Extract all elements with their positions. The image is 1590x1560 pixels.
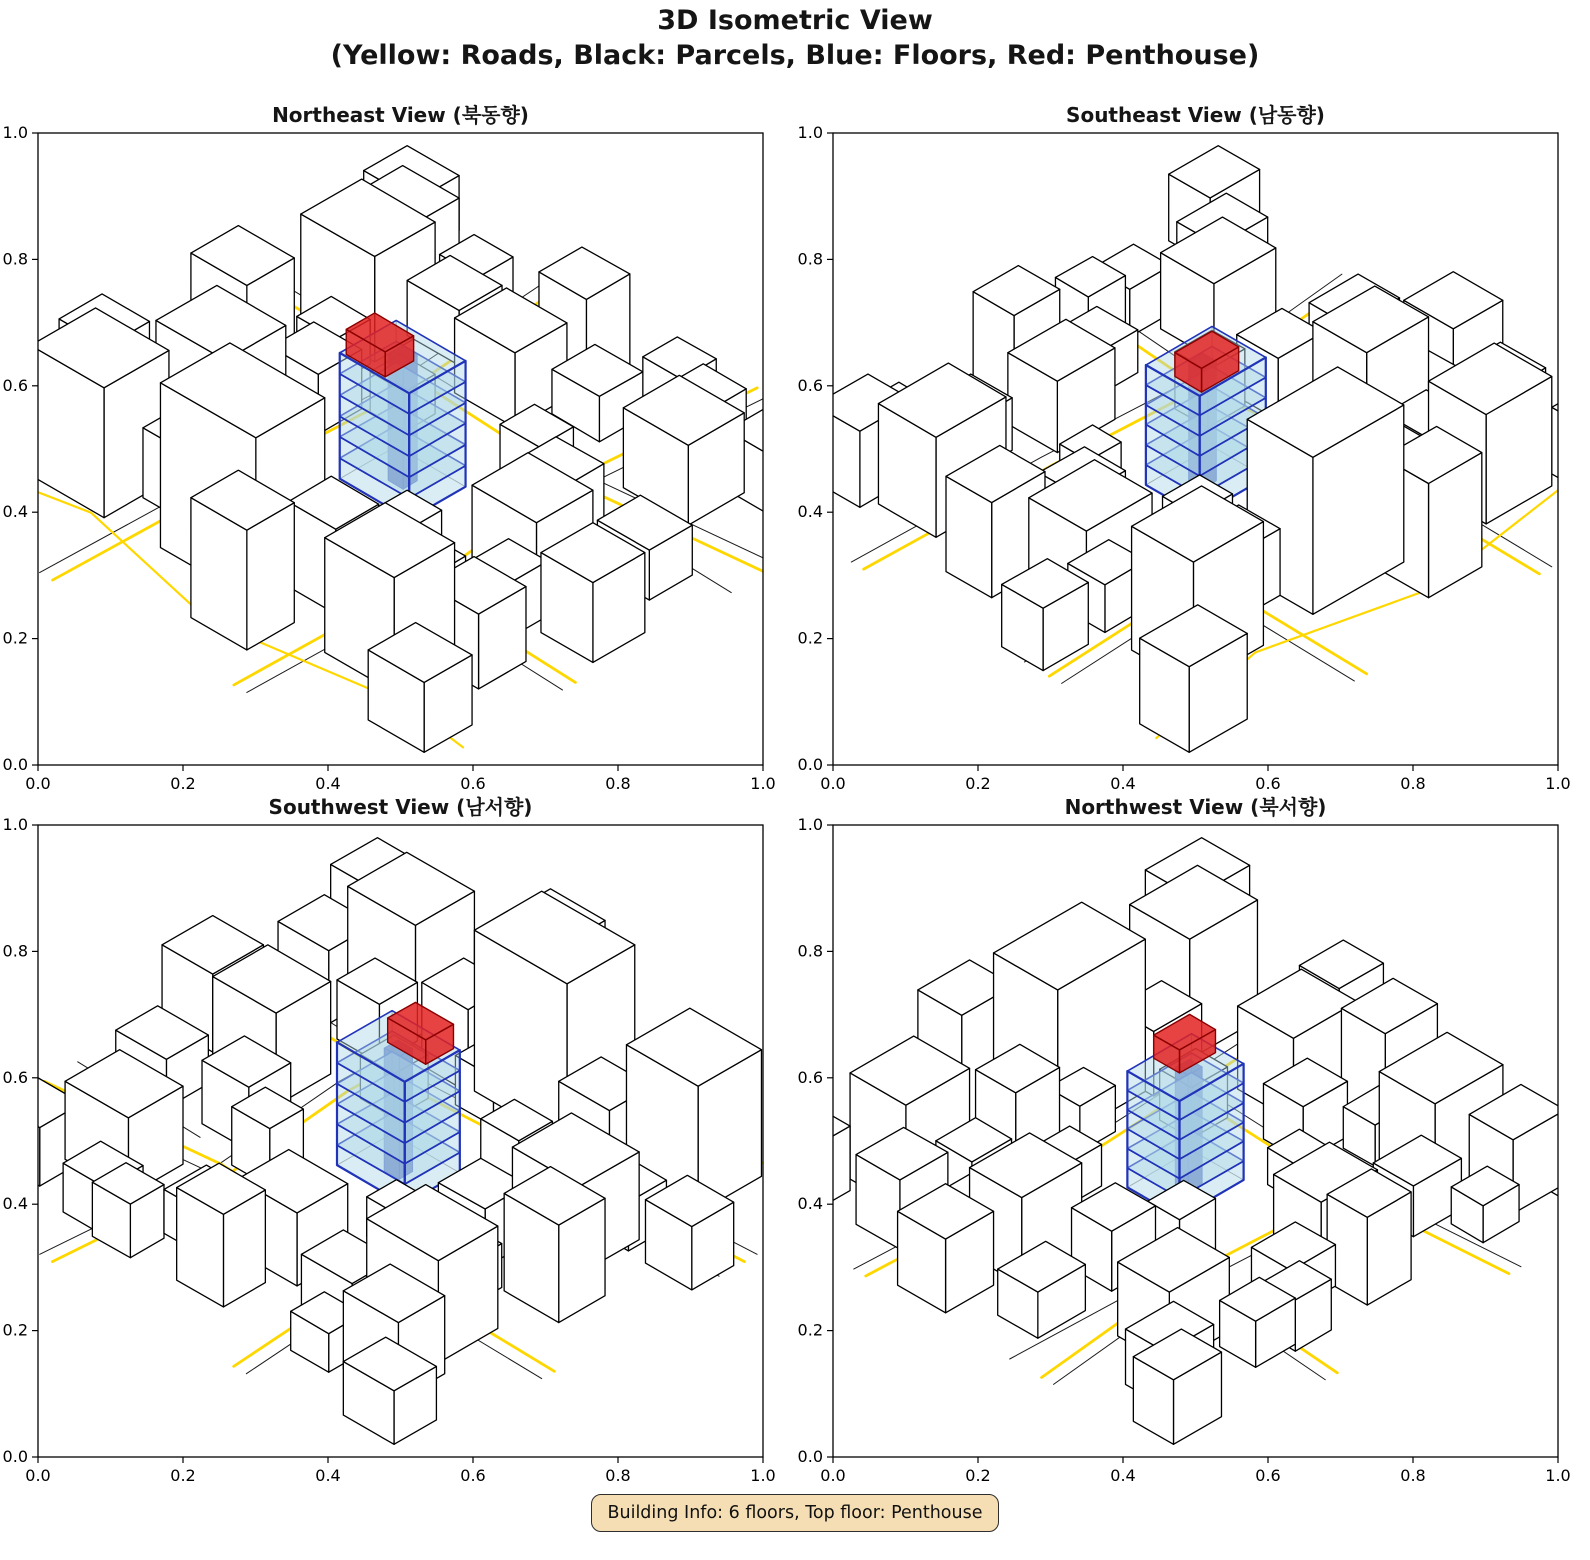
x-tick-label: 0.8 xyxy=(1400,1466,1426,1484)
x-tick-label: 1.0 xyxy=(750,774,776,792)
y-tick-label: 0.2 xyxy=(797,628,823,648)
x-tick-label: 0.2 xyxy=(170,774,196,792)
y-tick-label: 1.0 xyxy=(797,123,823,142)
parcel-building xyxy=(541,523,645,663)
y-tick-label: 0.8 xyxy=(2,941,28,961)
x-tick-label: 0.6 xyxy=(460,1466,486,1484)
y-tick-label: 0.0 xyxy=(2,1447,28,1466)
figure-title-line2: (Yellow: Roads, Black: Parcels, Blue: Floors, Red: Penthouse) xyxy=(330,39,1260,71)
y-tick-label: 1.0 xyxy=(2,123,28,142)
y-tick-label: 0.8 xyxy=(797,941,823,961)
subplot-northeast-view xyxy=(0,100,795,792)
x-tick-label: 0.6 xyxy=(460,774,486,792)
x-tick-label: 0.0 xyxy=(25,774,51,792)
y-tick-label: 0.4 xyxy=(2,1194,28,1214)
y-tick-label: 0.4 xyxy=(2,502,28,522)
y-tick-label: 0.2 xyxy=(2,628,28,648)
subplot-grid xyxy=(0,100,1590,1484)
target-building xyxy=(337,1002,460,1204)
subplot-title: Northeast View (북동향) xyxy=(272,103,529,127)
parcel-building xyxy=(1327,1169,1411,1305)
y-tick-label: 0.4 xyxy=(797,1194,823,1214)
x-tick-label: 0.8 xyxy=(605,774,631,792)
parcel-building xyxy=(0,1069,14,1191)
subplot-southeast-view xyxy=(795,100,1590,792)
building-info-badge: Building Info: 6 floors, Top floor: Penthouse xyxy=(591,1494,998,1532)
y-tick-label: 0.8 xyxy=(797,249,823,269)
x-tick-label: 1.0 xyxy=(750,1466,776,1484)
x-tick-label: 1.0 xyxy=(1545,774,1571,792)
x-tick-label: 0.4 xyxy=(1110,1466,1136,1484)
parcel-building xyxy=(504,1167,605,1323)
subplot-northwest-view xyxy=(795,792,1590,1484)
x-tick-label: 0.8 xyxy=(1400,774,1426,792)
x-tick-label: 0.8 xyxy=(605,1466,631,1484)
y-tick-label: 0.0 xyxy=(797,1447,823,1466)
subplot-southwest-view xyxy=(0,792,795,1484)
subplot-title: Northwest View (북서향) xyxy=(1064,795,1327,819)
x-tick-label: 0.4 xyxy=(315,1466,341,1484)
parcel-building xyxy=(898,1184,994,1313)
y-tick-label: 1.0 xyxy=(797,815,823,834)
x-tick-label: 0.2 xyxy=(170,1466,196,1484)
parcel-building xyxy=(770,1057,795,1208)
x-tick-label: 0.4 xyxy=(1110,774,1136,792)
y-tick-label: 0.6 xyxy=(2,1067,28,1087)
y-tick-label: 0.0 xyxy=(2,755,28,774)
x-tick-label: 0.4 xyxy=(315,774,341,792)
x-tick-label: 0.0 xyxy=(820,1466,846,1484)
y-tick-label: 1.0 xyxy=(2,815,28,834)
x-tick-label: 0.2 xyxy=(965,774,991,792)
parcel-building xyxy=(795,398,831,503)
y-tick-label: 0.2 xyxy=(797,1320,823,1340)
y-tick-label: 0.6 xyxy=(797,375,823,395)
y-tick-label: 0.6 xyxy=(797,1067,823,1087)
y-tick-label: 0.0 xyxy=(797,755,823,774)
parcel-building xyxy=(191,470,294,650)
y-tick-label: 0.6 xyxy=(2,375,28,395)
parcel-building xyxy=(177,1163,266,1307)
subplot-title: Southeast View (남동향) xyxy=(1066,103,1325,127)
x-tick-label: 0.0 xyxy=(820,774,846,792)
y-tick-label: 0.2 xyxy=(2,1320,28,1340)
y-tick-label: 0.8 xyxy=(2,249,28,269)
y-tick-label: 0.4 xyxy=(797,502,823,522)
x-tick-label: 0.0 xyxy=(25,1466,51,1484)
x-tick-label: 0.6 xyxy=(1255,774,1281,792)
x-tick-label: 0.6 xyxy=(1255,1466,1281,1484)
figure-title-line1: 3D Isometric View xyxy=(657,5,933,36)
x-tick-label: 0.2 xyxy=(965,1466,991,1484)
x-tick-label: 1.0 xyxy=(1545,1466,1571,1484)
figure-title xyxy=(0,4,1590,73)
subplot-title: Southwest View (남서향) xyxy=(268,795,533,819)
badge-row xyxy=(0,1494,1590,1532)
